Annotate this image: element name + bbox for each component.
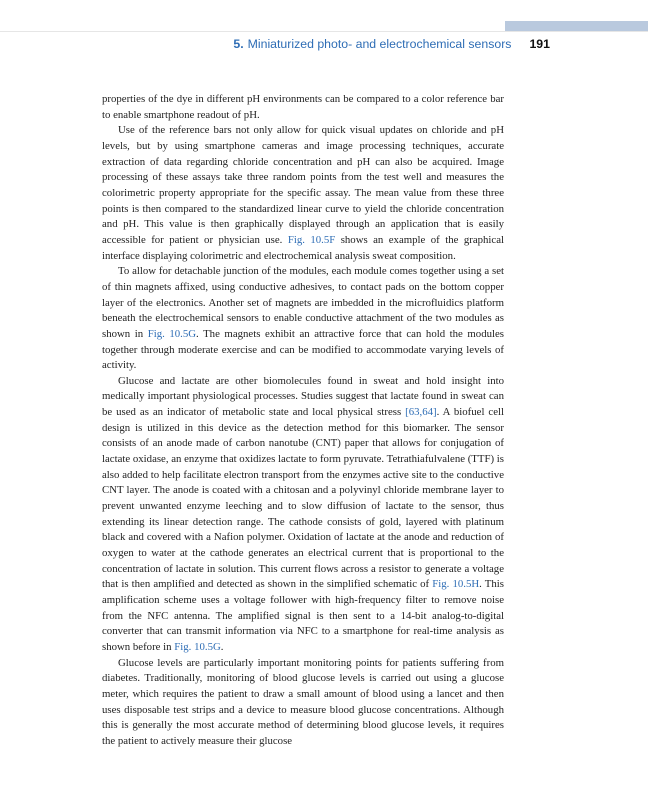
figure-reference-link[interactable]: Fig. 10.5H: [432, 578, 480, 591]
chapter-title: Miniaturized photo- and electrochemical sensors: [247, 37, 512, 51]
paragraph: [102, 92, 504, 123]
text-segment: . A biofuel cell design is utilized in this device as the detection method for this biomarker. The sensor consists of an anode made of carbon nanotube (CNT) paper that allows for conjugation of lactate oxidase, an enzyme that oxidizes lactate to form pyruvate. Tetrathiafulvalene (TTF) is also added to help facilitate electron transport from the enzymes active site to the conductive CNT layer. The anode is coated with a chitosan and a polyvinyl chloride membrane layer to prevent unwanted enzyme leeching and to slow diffusion of lactate to the sensor, thus extending its linear detection range. The cathode consists of gold, layered with platinum black and covered with a Nafion polymer. Oxidation of lactate at the anode and reduction of oxygen to water at the cathode generates an electrical current that is proportional to the concentration of lactate in solution. This current flows across a resistor to generate a voltage that is then amplified and detected as shown in the simplified schematic of: [102, 406, 504, 591]
text-segment: Use of the reference bars not only allow for quick visual updates on chloride and pH levels, but by using smartphone cameras and image processing techniques, accurate extraction of data regarding chloride concentration and pH can also be acquired. Image processing of these assays take three random points from the test well and measures the colorimetric property appropriate for the specific assay. The mean value from these three points is then compared to the standardized linear curve to yield the chloride concentration and pH. This value is then graphically displayed through an application that is easily accessible for patient or physician use.: [102, 124, 504, 246]
paragraph: [102, 656, 504, 750]
figure-reference-link[interactable]: Fig. 10.5G: [147, 327, 197, 340]
running-head: [0, 35, 550, 53]
paragraph: [102, 264, 504, 374]
text-segment: To allow for detachable junction of the modules, each module comes together using a set of thin magnets affixed, using conductive adhesives, to contact pads on the bottom copper layer of the electronics. Another set of magnets are imbedded in the microfluidics platform beneath the electrochemical sensors to enable conductive attachment of the two modules as shown in: [102, 265, 504, 340]
header-rule: [0, 31, 648, 32]
paragraph: [102, 374, 504, 656]
chapter-number: 5.: [233, 37, 244, 51]
text-segment: Glucose and lactate are other biomolecules found in sweat and hold insight into medically important physiological processes. Studies suggest that lactate found in sweat can be used as an indicator of metabolic state and local physical stress: [102, 374, 504, 419]
figure-reference-link[interactable]: Fig. 10.5F: [287, 233, 336, 246]
text-segment: properties of the dye in different pH environments can be compared to a color reference bar to enable smartphone readout of pH.: [102, 93, 504, 121]
header-accent-bar: [505, 21, 648, 31]
figure-reference-link[interactable]: Fig. 10.5G: [174, 640, 221, 653]
page-number: 191: [529, 37, 550, 51]
text-segment: .: [220, 640, 224, 653]
paragraph: [102, 123, 504, 264]
text-segment: . The magnets exhibit an attractive force that can hold the modules together through moderate exercise and can be modified to accommodate varying levels of activity.: [102, 327, 504, 372]
text-segment: . This amplification scheme uses a voltage follower with high-frequency filter to remove noise from the NFC antenna. The amplified signal is then sent to a 14-bit analog-to-digital converter that can transmit information via NFC to a smartphone for real-time analysis as shown before in: [102, 578, 504, 653]
text-segment: shows an example of the graphical interface displaying colorimetric and electrochemical analysis sweat composition.: [102, 233, 504, 262]
text-segment: Glucose levels are particularly important monitoring points for patients suffering from diabetes. Traditionally, monitoring of blood glucose levels is carried out using a glucose meter, which requires the patient to draw a small amount of blood using a lancet and then uses disposable test strips and a device to measure blood glucose concentrations. Although this is generally the most accurate method of determining blood glucose levels, it requires the patient to actively measure their glucose: [102, 656, 504, 747]
citation-link[interactable]: [63,64]: [405, 406, 437, 419]
body-text: [102, 92, 504, 750]
